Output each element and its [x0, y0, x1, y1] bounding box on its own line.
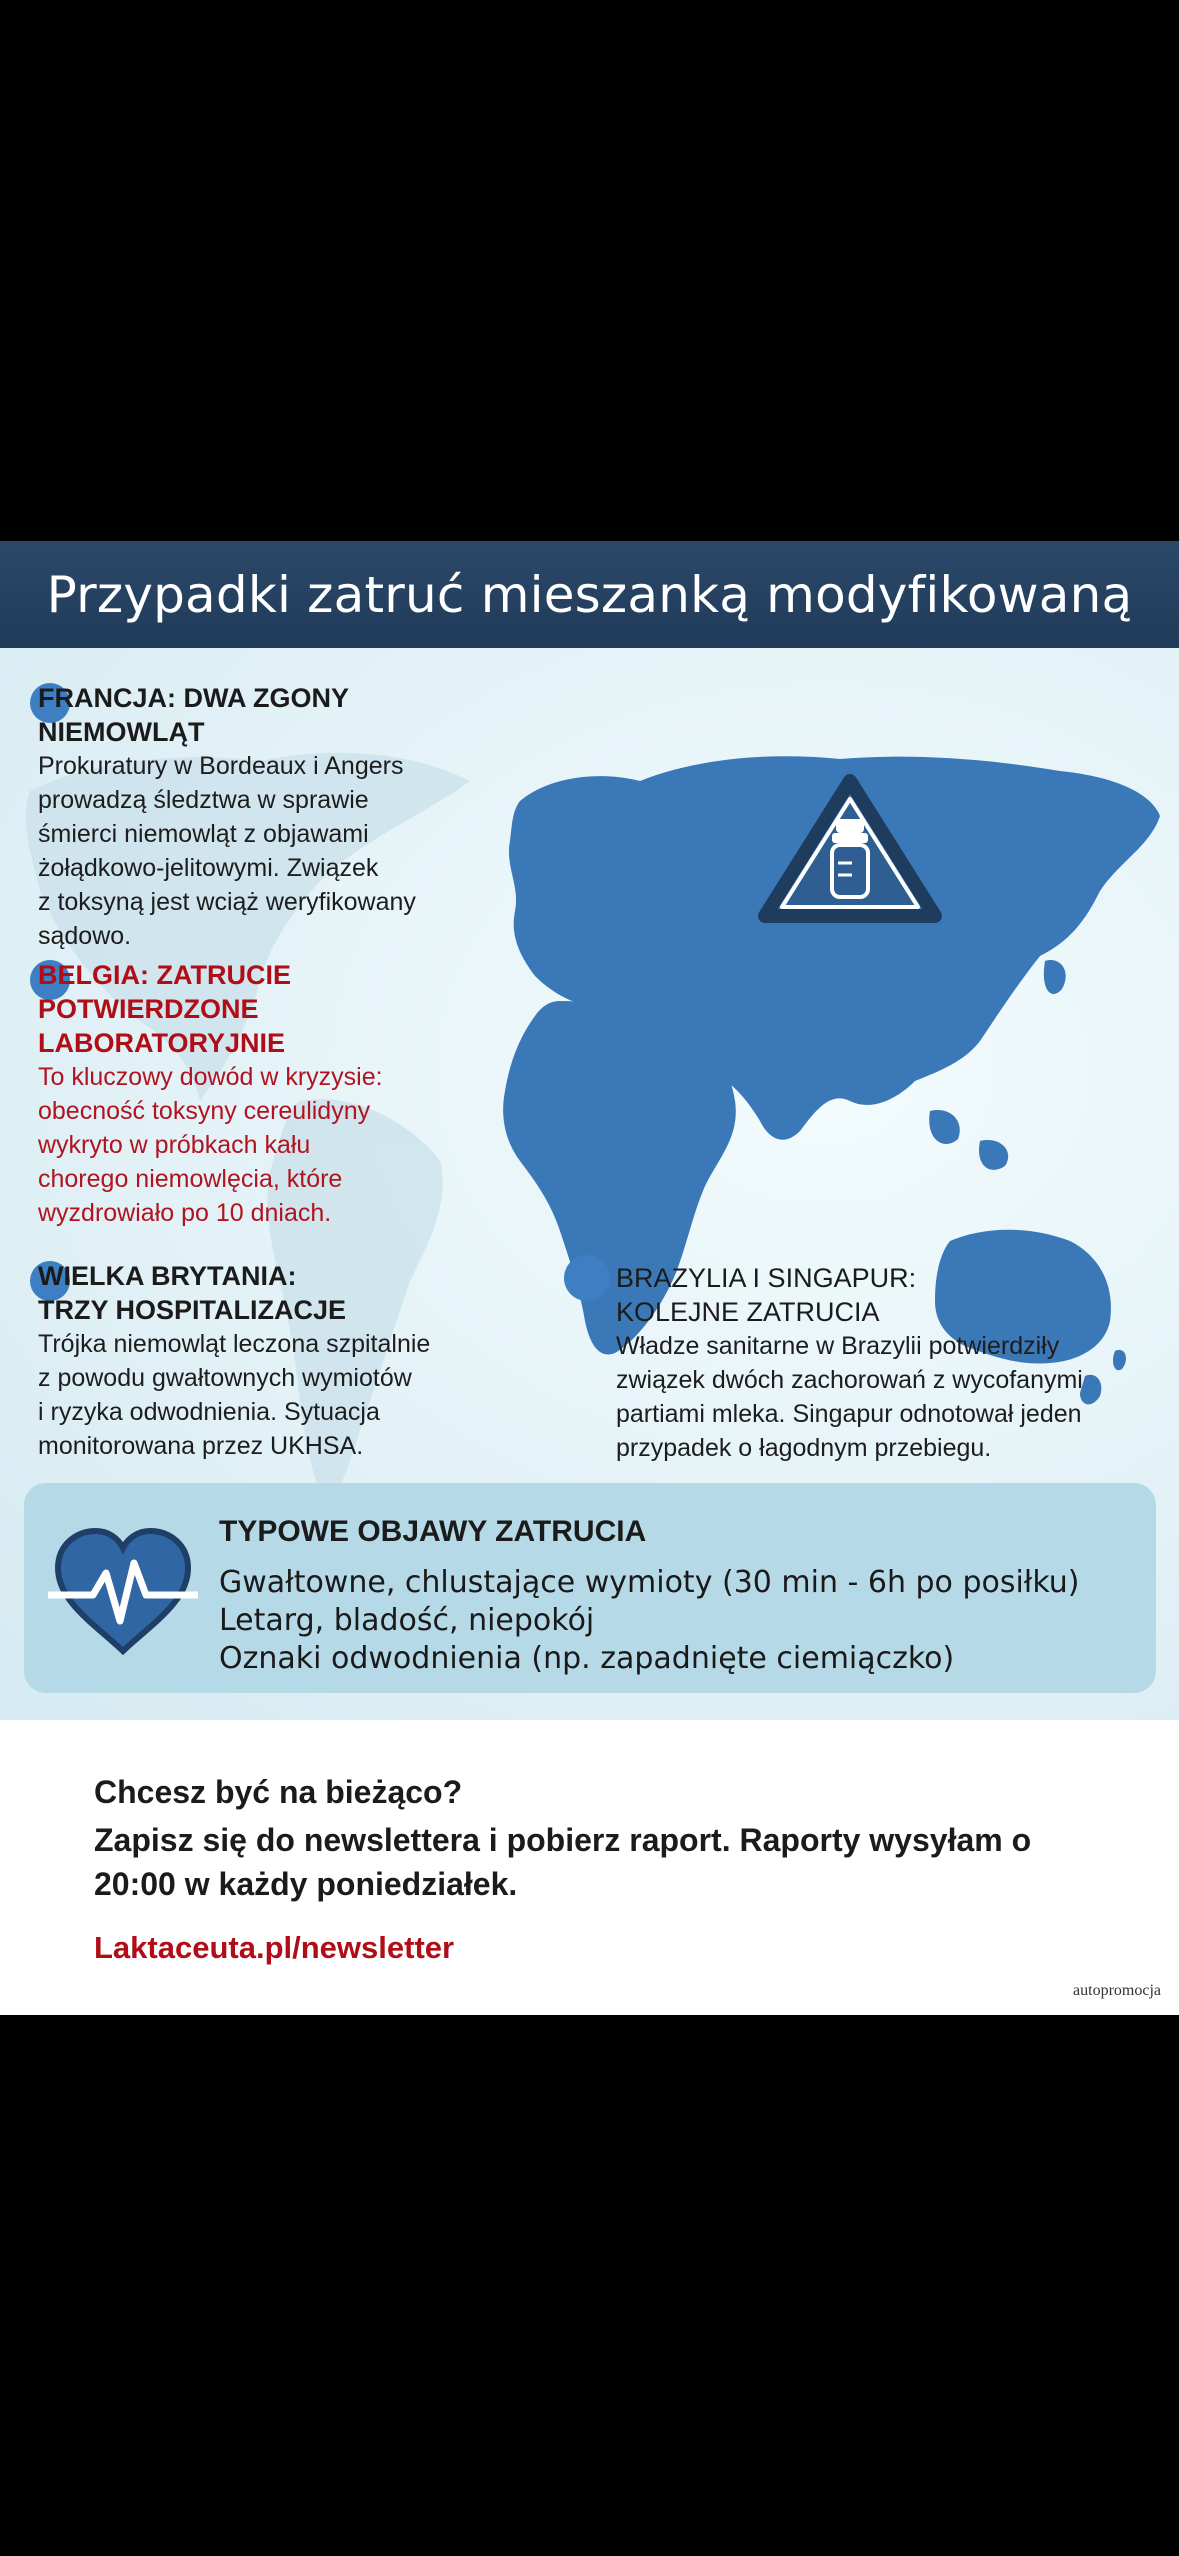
section-title: BELGIA: ZATRUCIE POTWIERDZONE LABORATORYJNIE: [38, 960, 291, 1058]
symptom-item: Letarg, bladość, niepokój: [219, 1603, 595, 1638]
section-body: To kluczowy dowód w kryzysie: obecność toksyny cereulidyny wykryto w próbkach kału chorego niemowlęcia, które wyzdrowiało po 10 dniach.: [38, 1063, 383, 1227]
section-title: BRAZYLIA I SINGAPUR: KOLEJNE ZATRUCIA: [616, 1263, 917, 1327]
symptom-item: Gwałtowne, chlustające wymioty (30 min - 6h po posiłku): [219, 1565, 1080, 1600]
section-brazil-singapore: [616, 1261, 1176, 1465]
symptoms-title: TYPOWE OBJAWY ZATRUCIA: [219, 1515, 647, 1548]
promo-tag: autopromocja: [1073, 1982, 1161, 1999]
header-bar: [0, 541, 1179, 648]
promo-text: Zapisz się do newslettera i pobierz raport. Raporty wysyłam o 20:00 w każdy poniedziałek.: [94, 1822, 1032, 1902]
heart-pulse-icon: [48, 1523, 198, 1663]
infographic: [0, 541, 1179, 1720]
section-body: Trójka niemowląt leczona szpitalnie z powodu gwałtownych wymiotów i ryzyka odwodnienia. Sytuacja monitorowana przez UKHSA.: [38, 1330, 431, 1460]
section-title: WIELKA BRYTANIA: TRZY HOSPITALIZACJE: [38, 1261, 347, 1325]
section-uk: [38, 1259, 518, 1463]
section-body: Prokuratury w Bordeaux i Angers prowadzą śledztwa w sprawie śmierci niemowląt z objawami żołądkowo-jelitowymi. Związek z toksyną jest wciąż weryfikowany sądowo.: [38, 752, 416, 950]
symptom-item: Oznaki odwodnienia (np. zapadnięte ciemiączko): [219, 1641, 955, 1676]
promo-question: Chcesz być na bieżąco?: [94, 1774, 463, 1810]
section-france: [38, 681, 498, 953]
section-title: FRANCJA: DWA ZGONY NIEMOWLĄT: [38, 683, 349, 747]
marker-dot: [564, 1255, 610, 1301]
page-title: Przypadki zatruć mieszanką modyfikowaną: [46, 565, 1133, 624]
section-belgium: [38, 958, 498, 1230]
newsletter-link[interactable]: Laktaceuta.pl/newsletter: [94, 1930, 455, 1965]
section-body: Władze sanitarne w Brazylii potwierdziły związek dwóch zachorowań z wycofanymi partiami mleka. Singapur odnotował jeden przypadek o łagodnym przebiegu.: [616, 1332, 1083, 1462]
symptoms-box: [24, 1483, 1156, 1693]
promo-panel: [0, 1720, 1179, 2015]
